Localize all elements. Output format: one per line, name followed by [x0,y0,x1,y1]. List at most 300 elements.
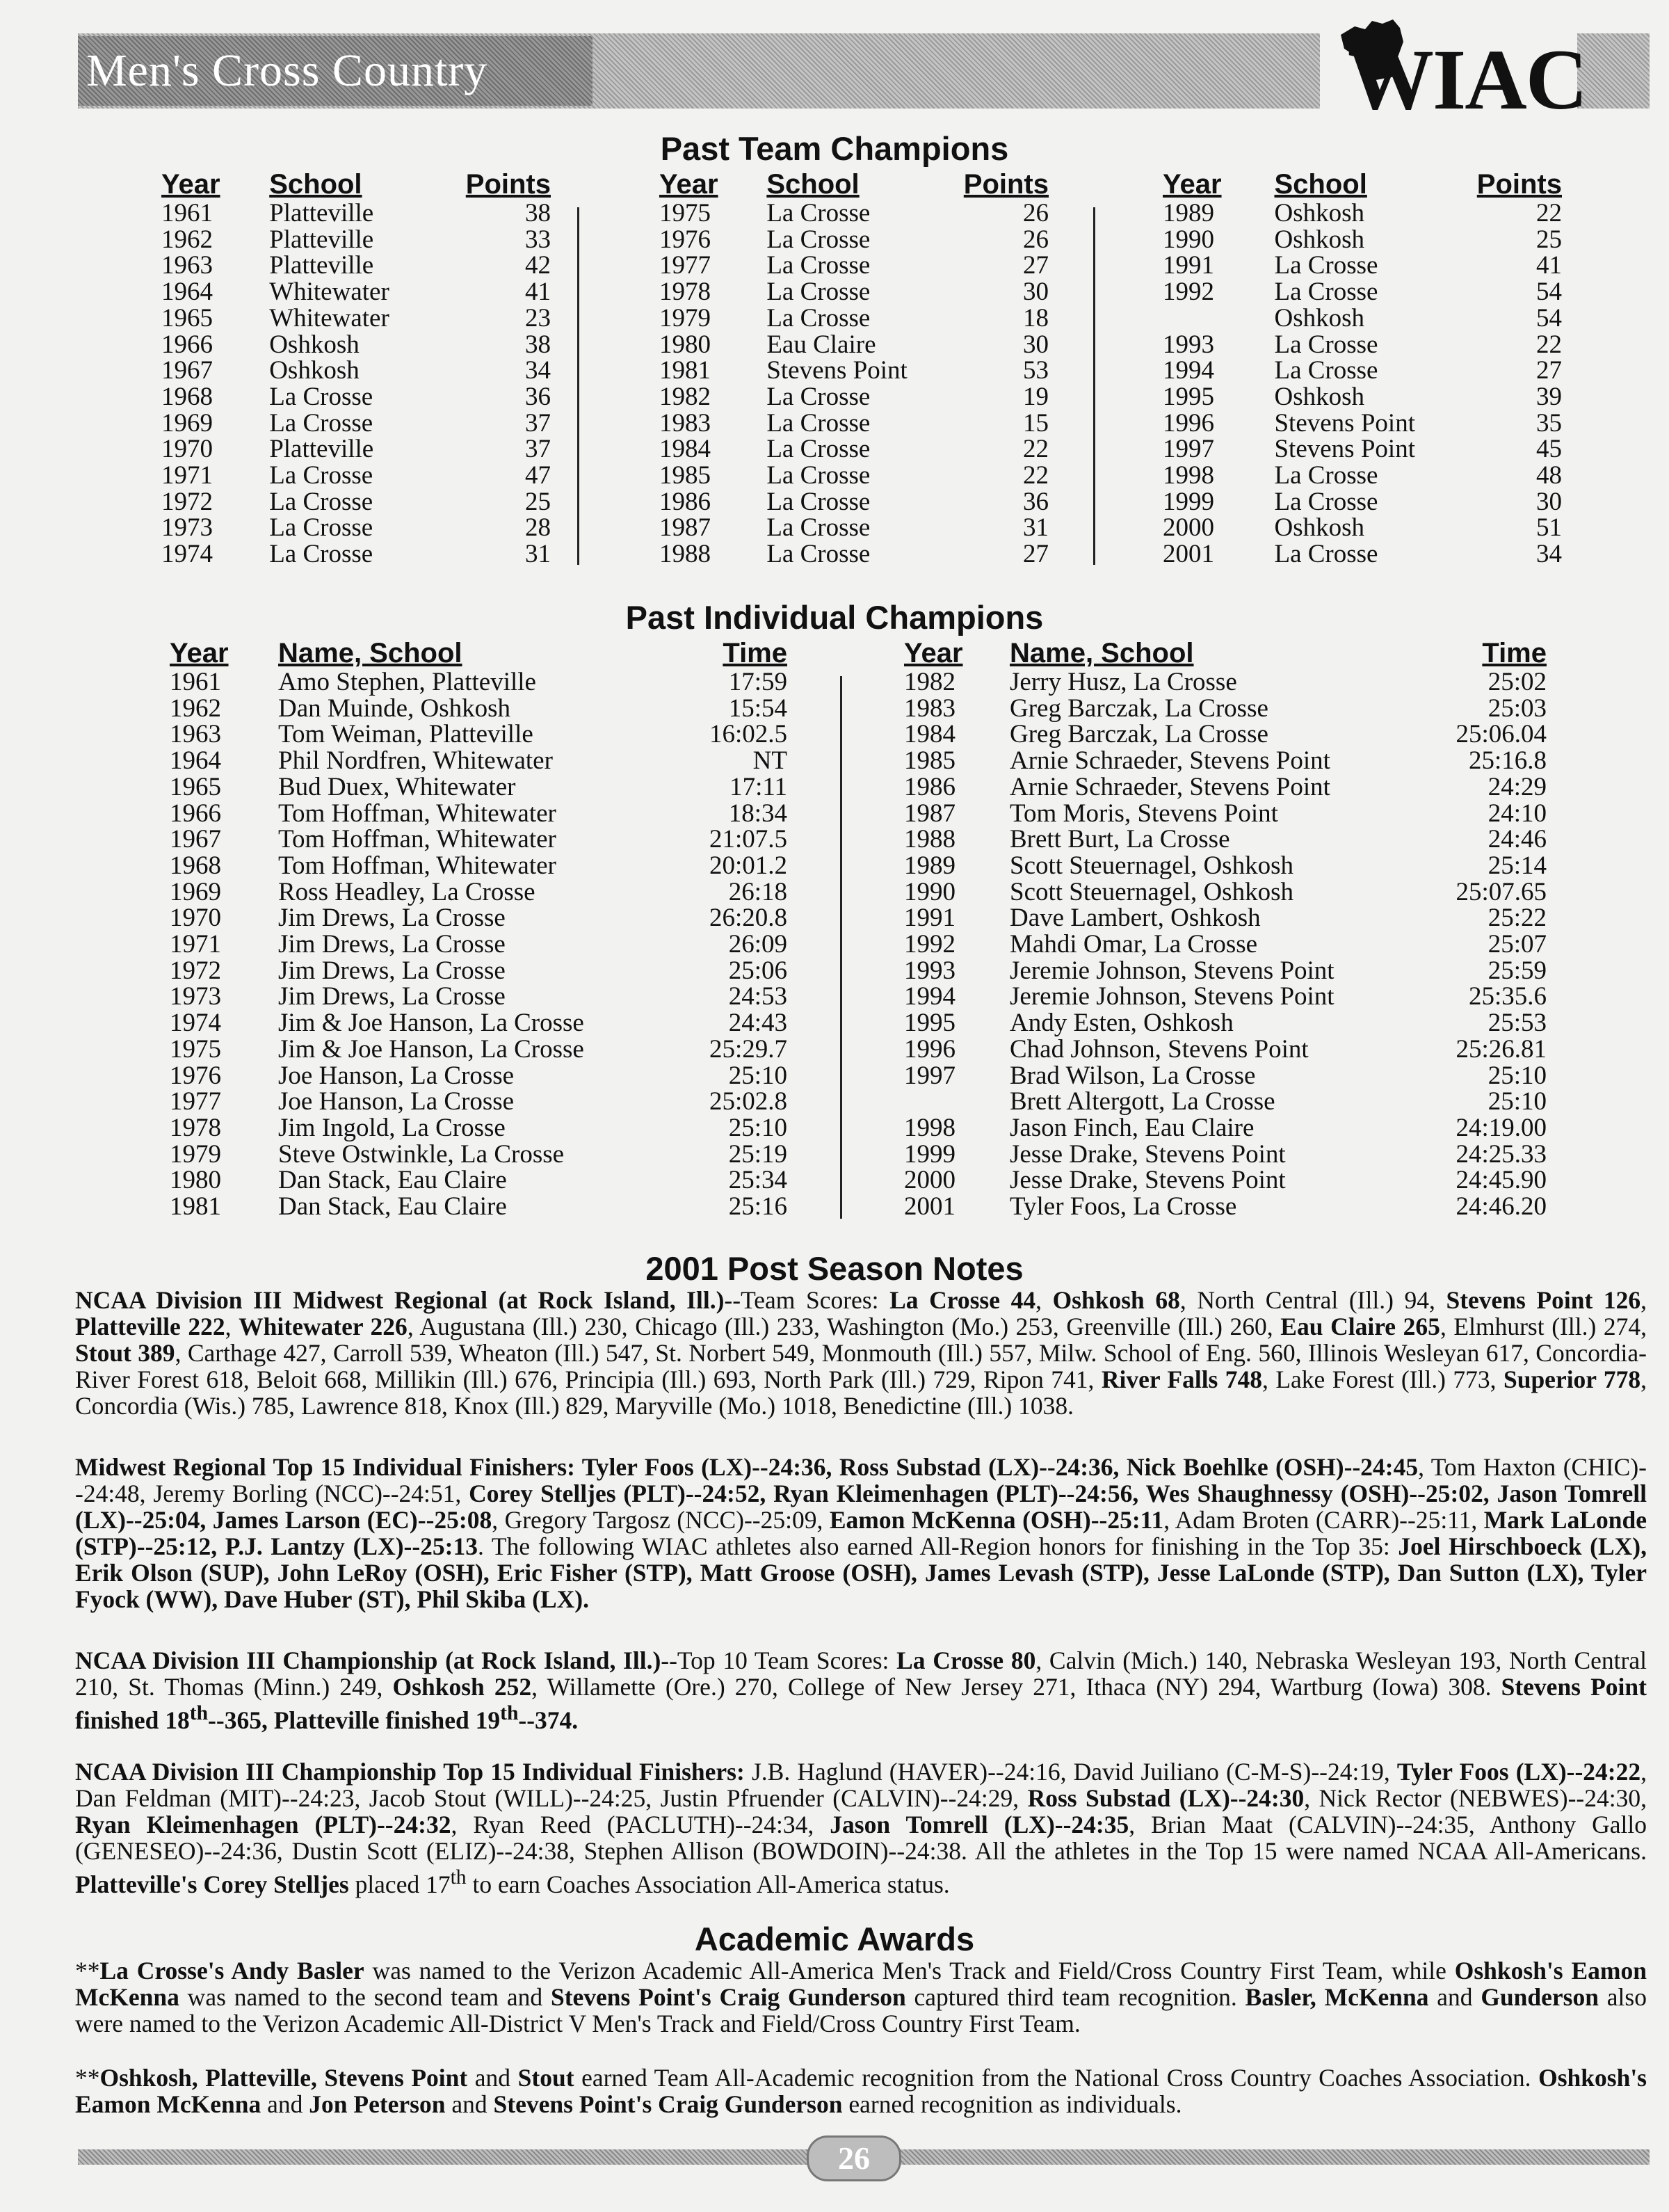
table-row [904,1115,1547,1141]
school-cell: Platteville [269,435,374,464]
text-run: , Calvin (Mich.) 140, Nebraska Wesleyan 193, North Central 210, St. Thomas (Minn.) 249, [75,1646,1647,1701]
time-cell: 24:53 [728,982,787,1011]
points-cell: 31 [1023,513,1049,543]
text-run: , Ryan Reed (PACLUTH)--24:34, [451,1811,830,1838]
year-cell: 1961 [161,199,213,227]
year-cell: 1975 [659,199,711,227]
year-cell: 1995 [904,1009,956,1038]
bold-text: Eamon McKenna (OSH)--25:11 [829,1506,1164,1534]
points-cell: 27 [1536,356,1562,385]
year-cell: 1990 [904,877,956,906]
school-cell: Oshkosh [269,330,360,359]
name-school-cell: Tyler Foos, La Crosse [1010,1192,1237,1221]
text-run: and [261,2090,309,2118]
name-school-cell: Dave Lambert, Oshkosh [1010,904,1261,933]
year-cell: 1978 [659,278,711,307]
table-row [659,227,1049,253]
table-row [659,515,1049,541]
name-school-cell: Dan Muinde, Oshkosh [278,694,511,723]
table-row [1163,332,1562,358]
bold-text: Oshkosh's Eamon McKenna [75,1957,1647,2011]
text-run: , [225,1313,239,1340]
points-cell: 54 [1536,303,1562,332]
table-row [1163,358,1562,384]
bold-text: Stevens Point 126 [1446,1286,1641,1314]
points-cell: 30 [1023,330,1049,359]
school-cell: Oshkosh [1274,225,1365,254]
text-run: --Top 10 Team Scores: [661,1646,897,1674]
table-row [170,1036,787,1063]
bold-text: --365, Platteville finished 19 [208,1706,501,1734]
points-cell: 27 [1023,540,1049,569]
points-cell: 41 [1536,251,1562,280]
school-cell: La Crosse [766,278,871,307]
year-cell: 1989 [904,851,956,880]
bold-text: Tyler Foos (LX)--24:22 [1396,1758,1641,1786]
school-cell: La Crosse [269,408,373,438]
table-row [170,905,787,931]
time-cell: 24:19.00 [1456,1113,1547,1142]
table-row [1163,305,1562,332]
time-cell: 25:10 [728,1061,787,1090]
bold-text: Ryan Kleimenhagen (PLT)--24:32 [75,1811,451,1838]
table-row [659,463,1049,489]
bold-text: Ross Substad (LX)--24:30 [1027,1784,1305,1812]
year-cell: 1970 [161,435,213,464]
points-cell: 25 [525,487,551,516]
year-cell: 1973 [161,513,213,543]
bold-text: NCAA Division III Championship (at Rock Island, Ill.) [75,1646,661,1674]
year-cell: 1962 [170,694,221,723]
text-run: , Concordia (Wis.) 785, Lawrence 818, Knox (Ill.) 829, Maryville (Mo.) 1018, Benedictine (Ill.) 1038. [75,1365,1647,1420]
time-cell: 25:07 [1487,930,1547,959]
year-cell: 1977 [659,251,711,280]
table-row [161,410,551,437]
points-cell: 18 [1023,303,1049,332]
school-cell: La Crosse [269,461,373,490]
time-cell: 15:54 [728,694,787,723]
table-row [904,774,1547,801]
time-cell: 25:59 [1487,956,1547,985]
table-row [170,801,787,827]
table-row [1163,253,1562,279]
time-cell: 25:10 [728,1113,787,1142]
text-run: , Lake Forest (Ill.) 773, [1262,1365,1503,1393]
header-time: Time [723,638,787,669]
table-row [904,931,1547,958]
time-cell: 25:10 [1487,1087,1547,1116]
year-cell: 1981 [170,1192,221,1221]
name-school-cell: Amo Stephen, Platteville [278,668,536,696]
year-cell: 1989 [1163,199,1214,227]
name-school-cell: Dan Stack, Eau Claire [278,1166,507,1195]
logo-text: WIAC [1348,32,1587,127]
bold-text: Oshkosh 252 [392,1673,532,1701]
text-run: , Gregory Targosz (NCC)--25:09, [492,1506,830,1534]
header-year: Year [1163,169,1222,200]
points-cell: 15 [1023,408,1049,438]
points-cell: 39 [1536,382,1562,411]
individual-table-col-1 [170,639,787,1220]
points-cell: 23 [525,303,551,332]
name-school-cell: Joe Hanson, La Crosse [278,1087,515,1116]
table-row [170,748,787,774]
bold-text: th [500,1702,519,1724]
year-cell: 1998 [1163,461,1214,490]
points-cell: 37 [525,435,551,464]
school-cell: Eau Claire [766,330,876,359]
text-run: and [467,2064,518,2092]
table-row [1163,515,1562,541]
points-cell: 36 [525,382,551,411]
bold-text: Oshkosh, Platteville, Stevens Point [99,2064,468,2092]
year-cell: 1966 [161,330,213,359]
year-cell: 1979 [659,303,711,332]
school-cell: Oshkosh [1274,303,1365,332]
school-cell: La Crosse [766,435,871,464]
year-cell: 1992 [904,930,956,959]
name-school-cell: Tom Weiman, Platteville [278,720,533,749]
time-cell: 25:29.7 [709,1034,787,1064]
time-cell: 26:18 [728,877,787,906]
table-row [659,305,1049,332]
section-label: Men's Cross Country [78,36,592,106]
school-cell: La Crosse [766,461,871,490]
points-cell: 41 [525,278,551,307]
points-cell: 19 [1023,382,1049,411]
bold-text: Stevens Point's Craig Gunderson [493,2090,843,2118]
school-cell: La Crosse [1274,330,1378,359]
table-row [904,879,1547,906]
header-points: Points [465,169,551,200]
points-cell: 38 [525,199,551,227]
name-school-cell: Tom Moris, Stevens Point [1010,799,1278,828]
school-cell: Platteville [269,251,374,280]
time-cell: 25:16.8 [1468,746,1547,776]
year-cell: 1981 [659,356,711,385]
name-school-cell: Jim Drews, La Crosse [278,904,506,933]
time-cell: 25:34 [728,1166,787,1195]
school-cell: La Crosse [766,487,871,516]
table-row [161,541,551,568]
name-school-cell: Tom Hoffman, Whitewater [278,825,556,854]
name-school-cell: Jeremie Johnson, Stevens Point [1010,982,1335,1011]
individual-champions-title: Past Individual Champions [625,599,1044,636]
year-cell: 1968 [161,382,213,411]
year-cell: 1996 [904,1034,956,1064]
header-year: Year [904,638,963,669]
year-cell: 1998 [904,1113,956,1142]
table-row [659,384,1049,410]
points-cell: 22 [1023,435,1049,464]
table-row [170,931,787,958]
text-run: , North Central (Ill.) 94, [1179,1286,1446,1314]
points-cell: 47 [525,461,551,490]
table-row [161,463,551,489]
table-row [1163,279,1562,305]
year-cell: 1977 [170,1087,221,1116]
table-row [904,748,1547,774]
name-school-cell: Ross Headley, La Crosse [278,877,535,906]
team-table-col-2 [659,170,1049,568]
school-cell: Platteville [269,199,374,227]
text-run: was named to the second team and [179,1983,551,2011]
time-cell: 24:10 [1487,799,1547,828]
table-row [1163,200,1562,227]
time-cell: 24:29 [1487,772,1547,801]
points-cell: 45 [1536,435,1562,464]
year-cell: 1974 [161,540,213,569]
table-row [904,1063,1547,1089]
header-school: School [1274,169,1367,200]
name-school-cell: Chad Johnson, Stevens Point [1010,1034,1309,1064]
year-cell: 1973 [170,982,221,1011]
year-cell: 1976 [659,225,711,254]
header-points: Points [963,169,1049,200]
table-row [904,853,1547,879]
table-row [659,253,1049,279]
table-row [170,958,787,984]
year-cell: 1983 [659,408,711,438]
school-cell: La Crosse [766,408,871,438]
text-run: captured third team recognition. [905,1983,1245,2011]
notes-paragraph [75,1647,1647,1733]
table-row [161,253,551,279]
table-row [1163,541,1562,568]
year-cell: 1968 [170,851,221,880]
points-cell: 25 [1536,225,1562,254]
school-cell: La Crosse [766,540,871,569]
text-run: and [445,2090,494,2118]
points-cell: 53 [1023,356,1049,385]
year-cell: 1990 [1163,225,1214,254]
time-cell: 21:07.5 [709,825,787,854]
year-cell: 1997 [904,1061,956,1090]
text-run: , Nick Rector (NEBWES)--24:30, [1304,1784,1647,1812]
name-school-cell: Arnie Schraeder, Stevens Point [1010,746,1330,776]
table-row [659,358,1049,384]
name-school-cell: Bud Duex, Whitewater [278,772,516,801]
text-run: . The following WIAC athletes also earned All-Region honors for finishing in the Top 35: [478,1532,1398,1560]
time-cell: 24:46 [1487,825,1547,854]
year-cell: 1961 [170,668,221,696]
text-run: , Carthage 427, Carroll 539, Wheaton (Ill.) 547, St. Norbert 549, Monmouth (Ill.) 557, Milw. School of Eng. 560, Illinois Wesleyan 617, Concordia-River Forest 618, Beloit 668, Millikin (Ill.) 676, Principia (Ill.) 693, North Park (Ill.) 729, Ripon 741, [75,1339,1647,1393]
table-row [170,774,787,801]
bold-text: Corey Stelljes (PLT)--24:52, Ryan Kleimenhagen (PLT)--24:56, Wes Shaughnessy (OSH)--25:02, Jason Tomrell (LX)--25:04, James Larson (EC)--25:08 [75,1480,1647,1534]
table-row [904,1167,1547,1194]
year-cell: 1993 [1163,330,1214,359]
table-row [1163,489,1562,515]
name-school-cell: Steve Ostwinkle, La Crosse [278,1139,565,1169]
table-row [170,1010,787,1036]
table-row [659,332,1049,358]
school-cell: La Crosse [766,199,871,227]
time-cell: 16:02.5 [709,720,787,749]
year-cell: 1970 [170,904,221,933]
time-cell: 25:19 [728,1139,787,1169]
bold-text: Stevens Point finished 18 [75,1673,1647,1734]
time-cell: 25:26.81 [1456,1034,1547,1064]
name-school-cell: Jim Drews, La Crosse [278,956,506,985]
year-cell: 1971 [161,461,213,490]
text-run: , Tom Haxton (CHIC)--24:48, Jeremy Borling (NCC)--24:51, [75,1453,1647,1507]
year-cell: 1987 [659,513,711,543]
bold-text: Platteville 222 [75,1313,225,1340]
table-row [170,1063,787,1089]
table-row [904,801,1547,827]
points-cell: 51 [1536,513,1562,543]
year-cell: 1972 [161,487,213,516]
year-cell [904,1089,1010,1115]
points-cell: 33 [525,225,551,254]
name-school-cell: Arnie Schraeder, Stevens Point [1010,772,1330,801]
text-run: to earn Coaches Association All-America status. [466,1870,950,1898]
table-row [659,541,1049,568]
table-row [170,1089,787,1115]
year-cell: 1964 [170,746,221,776]
year-cell: 1999 [904,1139,956,1169]
points-cell: 37 [525,408,551,438]
year-cell: 1971 [170,930,221,959]
year-cell: 1987 [904,799,956,828]
year-cell: 1997 [1163,435,1214,464]
school-cell: Stevens Point [1274,435,1415,464]
table-row [904,1036,1547,1063]
notes-paragraph [75,1287,1647,1419]
points-cell: 38 [525,330,551,359]
year-cell: 1967 [170,825,221,854]
text-run: , [1640,1286,1647,1314]
year-cell: 1963 [170,720,221,749]
year-cell: 1976 [170,1061,221,1090]
table-row [904,905,1547,931]
academic-paragraph [75,1957,1647,2037]
points-cell: 42 [525,251,551,280]
bold-text: Stevens Point's Craig Gunderson [550,1983,906,2011]
school-cell: La Crosse [1274,487,1378,516]
year-cell: 1962 [161,225,213,254]
table-row [904,826,1547,853]
text-run: , Elmhurst (Ill.) 274, [1440,1313,1647,1340]
year-cell: 1964 [161,278,213,307]
header-year: Year [659,169,718,200]
year-cell: 1963 [161,251,213,280]
school-cell: La Crosse [269,382,373,411]
school-cell: Stevens Point [1274,408,1415,438]
bold-text: NCAA Division III Midwest Regional (at Rock Island, Ill.) [75,1286,725,1314]
year-cell: 1986 [659,487,711,516]
name-school-cell: Jim & Joe Hanson, La Crosse [278,1009,584,1038]
year-cell: 1992 [1163,278,1214,307]
points-cell: 26 [1023,225,1049,254]
table-row [170,1115,787,1141]
name-school-cell: Brett Burt, La Crosse [1010,825,1230,854]
wiac-logo [1320,14,1587,127]
school-cell: Oshkosh [1274,199,1365,227]
individual-table-col-2 [904,639,1547,1220]
time-cell: 20:01.2 [709,851,787,880]
year-cell: 1986 [904,772,956,801]
text-run: , [1035,1286,1053,1314]
notes-paragraph [75,1454,1647,1612]
school-cell: Oshkosh [1274,513,1365,543]
table-row [1163,436,1562,463]
text-run: earned Team All-Academic recognition from the National Cross Country Coaches Association. [574,2064,1539,2092]
bold-text: Stout [517,2064,574,2092]
name-school-cell: Andy Esten, Oshkosh [1010,1009,1234,1038]
year-cell: 1995 [1163,382,1214,411]
points-cell: 26 [1023,199,1049,227]
year-cell: 1983 [904,694,956,723]
text-run: ** [75,2064,100,2092]
bold-text: Basler, McKenna [1245,1983,1429,2011]
time-cell: 25:06 [728,956,787,985]
table-row [170,1141,787,1168]
school-cell: La Crosse [1274,278,1378,307]
text-run: , Willamette (Ore.) 270, College of New Jersey 271, Ithaca (NY) 294, Wartburg (Iowa) 308. [531,1673,1501,1701]
table-row [904,721,1547,748]
school-cell: La Crosse [766,251,871,280]
name-school-cell: Dan Stack, Eau Claire [278,1192,507,1221]
table-row [161,227,551,253]
points-cell: 30 [1536,487,1562,516]
points-cell: 35 [1536,408,1562,438]
table-row [161,200,551,227]
school-cell: Oshkosh [1274,382,1365,411]
year-cell: 1980 [170,1166,221,1195]
table-row [170,1167,787,1194]
year-cell: 1982 [904,668,956,696]
time-cell: 24:25.33 [1456,1139,1547,1169]
table-row [904,1194,1547,1220]
table-row [170,984,787,1010]
school-cell: Oshkosh [269,356,360,385]
text-run: also were named to the Verizon Academic All-District V Men's Track and Field/Cross Country First Team. [75,1983,1647,2037]
column-divider [1093,207,1095,565]
academic-paragraph [75,2065,1647,2117]
table-row [161,358,551,384]
school-cell: Stevens Point [766,356,908,385]
school-cell: La Crosse [1274,356,1378,385]
bold-text: La Crosse's Andy Basler [99,1957,364,1985]
year-cell: 1994 [904,982,956,1011]
name-school-cell: Brad Wilson, La Crosse [1010,1061,1256,1090]
time-cell: 25:06.04 [1456,720,1547,749]
time-cell: 25:22 [1487,904,1547,933]
time-cell: 26:20.8 [709,904,787,933]
school-cell: La Crosse [269,513,373,543]
name-school-cell: Scott Steuernagel, Oshkosh [1010,877,1293,906]
table-row [1163,463,1562,489]
school-cell: Whitewater [269,303,389,332]
points-cell: 34 [1536,540,1562,569]
name-school-cell: Phil Nordfren, Whitewater [278,746,553,776]
school-cell: Platteville [269,225,374,254]
header-name-school: Name, School [1010,638,1194,669]
year-cell: 1993 [904,956,956,985]
time-cell: 17:59 [728,668,787,696]
text-run: , Adam Broten (CARR)--25:11, [1163,1506,1484,1534]
school-cell: La Crosse [1274,540,1378,569]
time-cell: 25:03 [1487,694,1547,723]
year-cell: 1991 [904,904,956,933]
table-row [170,721,787,748]
name-school-cell: Tom Hoffman, Whitewater [278,799,556,828]
name-school-cell: Jim & Joe Hanson, La Crosse [278,1034,584,1064]
name-school-cell: Jim Drews, La Crosse [278,930,506,959]
name-school-cell: Tom Hoffman, Whitewater [278,851,556,880]
year-cell: 1966 [170,799,221,828]
